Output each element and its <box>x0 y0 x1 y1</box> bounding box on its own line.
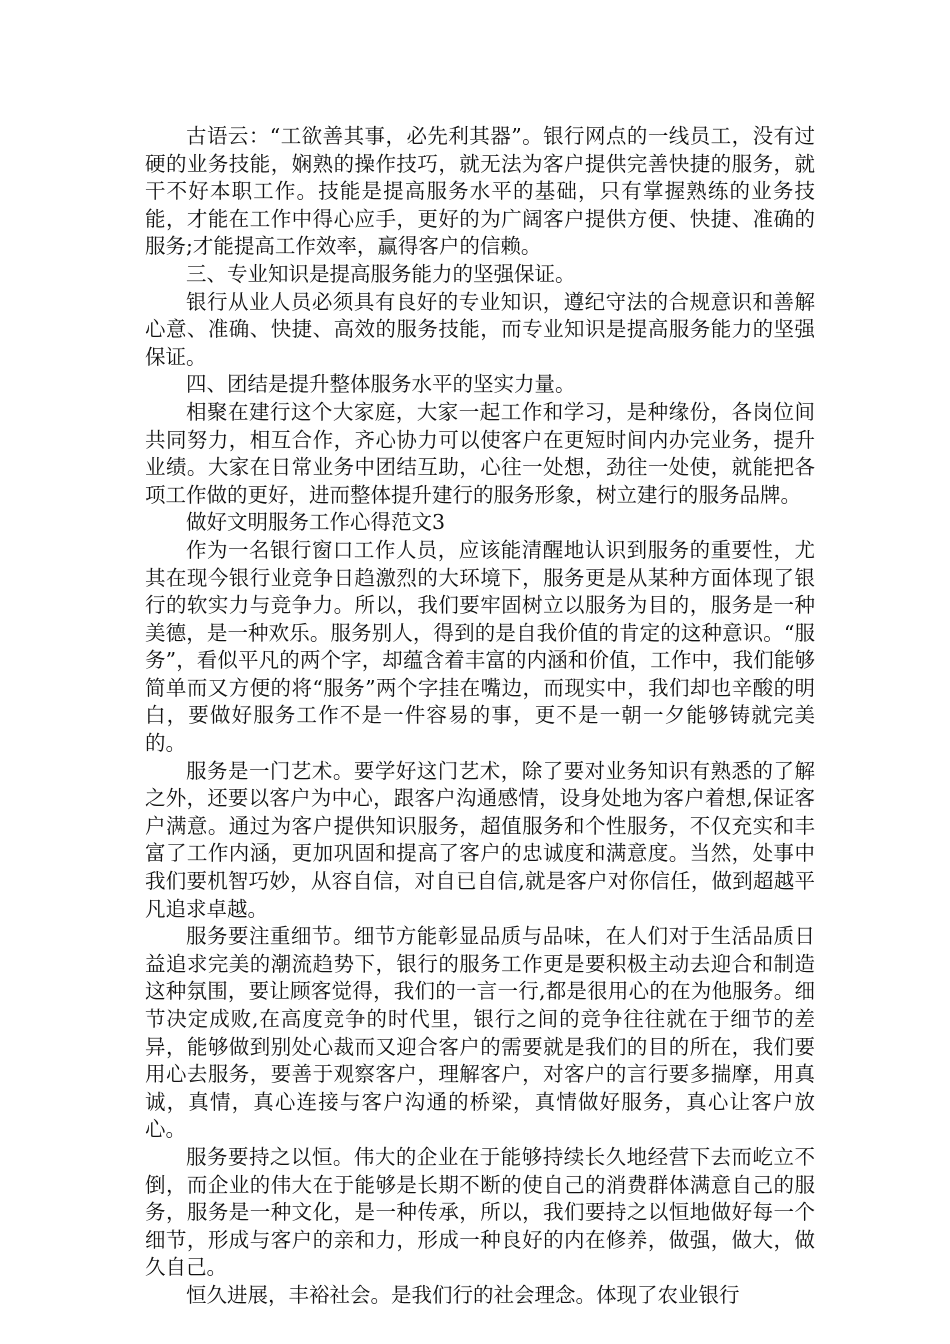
paragraph-service-art: 服务是一门艺术。要学好这门艺术，除了要对业务知识有熟悉的了解之外，还要以客户为中心，跟客户沟通感情，设身处地为客户着想,保证客户满意。通过为客户提供知识服务，超值服务和个性服务，不仅充实和丰富了工作内涵，更加巩固和提高了客户的忠诚度和满意度。当然，处事中我们要机智巧妙，从容自信，对自已自信,就是客户对你信任，做到超越平凡追求卓越。 <box>145 758 815 921</box>
heading-section-4: 四、团结是提升整体服务水平的坚实力量。 <box>186 372 576 397</box>
paragraph-teamwork: 相聚在建行这个大家庭，大家一起工作和学习，是种缘份，各岗位间共同努力，相互合作，齐心协力可以使客户在更短时间内办完业务，提升业绩。大家在日常业务中团结互助，心往一处想，劲往一处使，就能把各项工作做的更好，进而整体提升建行的服务形象，树立建行的服务品牌。 <box>145 399 815 507</box>
essay-title-3: 做好文明服务工作心得范文3 <box>186 510 446 535</box>
body-text <box>145 123 815 1310</box>
paragraph-service-persistence: 服务要持之以恒。伟大的企业在于能够持续长久地经营下去而屹立不倒，而企业的伟大在于能够是长期不断的使自己的消费群体满意自己的服务，服务是一种文化，是一种传承，所以，我们要持之以恒地做好每一个细节，形成与客户的亲和力，形成一种良好的内在修养，做强，做大，做久自己。 <box>145 1144 815 1280</box>
paragraph-skills: 古语云：“工欲善其事，必先利其器”。银行网点的一线员工，没有过硬的业务技能，娴熟的操作技巧，就无法为客户提供完善快捷的服务，就干不好本职工作。技能是提高服务水平的基础，只有掌握熟练的业务技能，才能在工作中得心应手，更好的为广阔客户提供方便、快捷、准确的服务;才能提高工作效率，赢得客户的信赖。 <box>145 124 815 259</box>
paragraph-professional-knowledge: 银行从业人员必须具有良好的专业知识，遵纪守法的合规意识和善解心意、准确、快捷、高效的服务技能，而专业知识是提高服务能力的坚强保证。 <box>145 289 815 369</box>
heading-section-3: 三、专业知识是提高服务能力的坚强保证。 <box>186 261 576 286</box>
paragraph-service-importance: 作为一名银行窗口工作人员，应该能清醒地认识到服务的重要性，尤其在现今银行业竞争日趋激烈的大环境下，服务更是从某种方面体现了银行的软实力与竞争力。所以，我们要牢固树立以服务为目的，服务是一种美德，是一种欢乐。服务别人，得到的是自我价值的肯定的这种意识。“服务”，看似平凡的两个字，却蕴含着丰富的内涵和价值，工作中，我们能够简单而又方便的将“服务”两个字挂在嘴边，而现实中，我们却也辛酸的明白，要做好服务工作不是一件容易的事，更不是一朝一夕能够铸就完美的。 <box>145 537 815 756</box>
paragraph-service-details: 服务要注重细节。细节方能彰显品质与品味，在人们对于生活品质日益追求完美的潮流趋势下，银行的服务工作更是要积极主动去迎合和制造这种氛围，要让顾客觉得，我们的一言一行,都是很用心的在为他服务。细节决定成败,在高度竞争的时代里，银行之间的竞争往往就在于细节的差异，能够做到别处心裁而又迎合客户的需要就是我们的目的所在，我们要用心去服务，要善于观察客户，理解客户，对客户的言行要多揣摩，用真诚，真情，真心连接与客户沟通的桥梁，真情做好服务，真心让客户放心。 <box>145 924 815 1142</box>
paragraph-social-concept: 恒久进展，丰裕社会。是我们行的社会理念。体现了农业银行 <box>186 1282 740 1307</box>
